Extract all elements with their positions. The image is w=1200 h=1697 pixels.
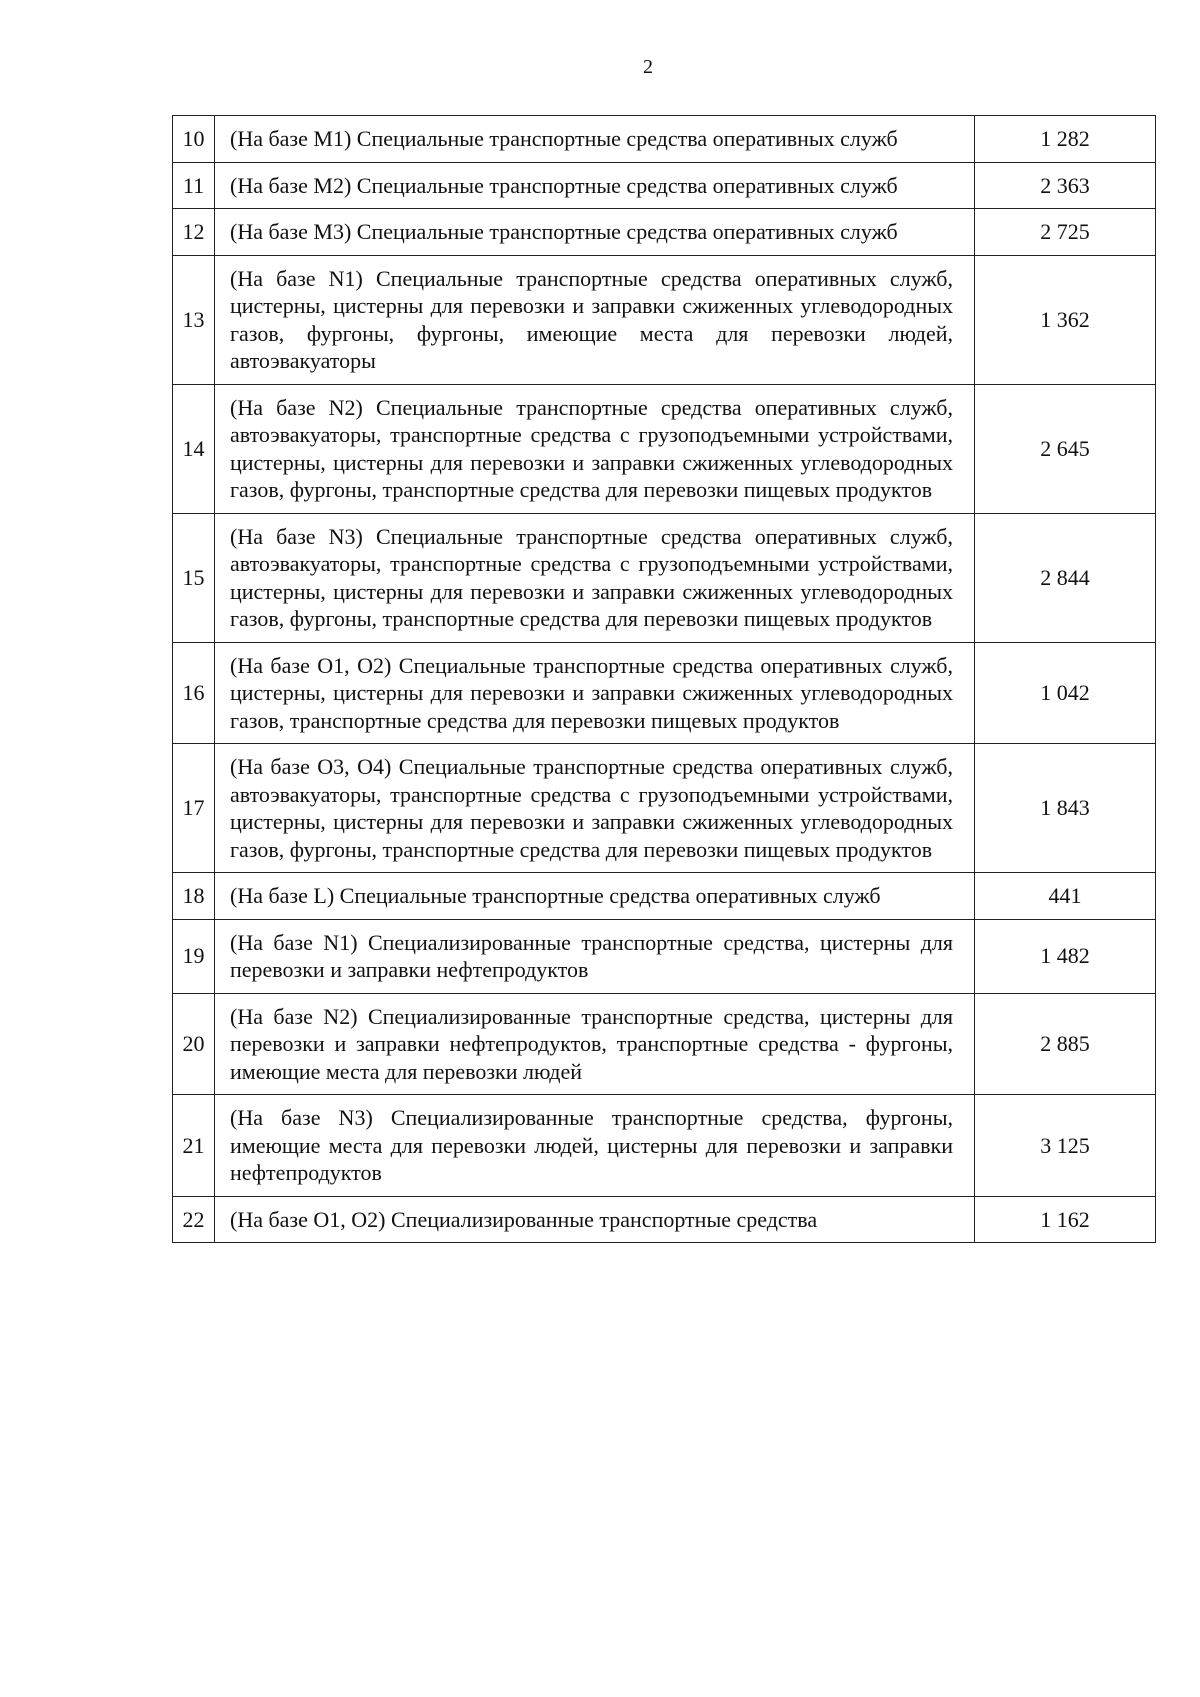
row-description: (На базе O1, O2) Специализированные транспортные средства [215, 1196, 975, 1243]
row-description: (На базе O1, O2) Специальные транспортные средства оперативных служб, цистерны, цистерны для перевозки и заправки сжиженных углеводородных газов, транспортные средства для перевозки пищевых продуктов [215, 642, 975, 744]
row-description: (На базе N2) Специальные транспортные средства оперативных служб, автоэвакуаторы, транспортные средства с грузоподъемными устройствами, цистерны, цистерны для перевозки и заправки сжиженных углеводородных газов, фургоны, транспортные средства для перевозки пищевых продуктов [215, 384, 975, 513]
row-number: 15 [173, 513, 215, 642]
row-number: 12 [173, 209, 215, 256]
row-value: 441 [975, 873, 1156, 920]
table-row [173, 642, 1156, 744]
row-value: 2 725 [975, 209, 1156, 256]
row-number: 14 [173, 384, 215, 513]
table-row [173, 919, 1156, 993]
row-description: (На базе M1) Специальные транспортные средства оперативных служб [215, 116, 975, 163]
row-number: 11 [173, 162, 215, 209]
row-value: 2 885 [975, 993, 1156, 1095]
table-row [173, 744, 1156, 873]
row-value: 2 363 [975, 162, 1156, 209]
row-description: (На базе N3) Специальные транспортные средства оперативных служб, автоэвакуаторы, транспортные средства с грузоподъемными устройствами, цистерны, цистерны для перевозки и заправки сжиженных углеводородных газов, фургоны, транспортные средства для перевозки пищевых продуктов [215, 513, 975, 642]
table-row [173, 1196, 1156, 1243]
table-row [173, 513, 1156, 642]
row-value: 1 162 [975, 1196, 1156, 1243]
row-value: 2 844 [975, 513, 1156, 642]
table-row [173, 209, 1156, 256]
row-description: (На базе L) Специальные транспортные средства оперативных служб [215, 873, 975, 920]
row-value: 1 362 [975, 255, 1156, 384]
table-row [173, 993, 1156, 1095]
tariff-table [172, 115, 1156, 1243]
page-number: 2 [643, 56, 653, 78]
row-value: 3 125 [975, 1095, 1156, 1197]
row-description: (На базе M2) Специальные транспортные средства оперативных служб [215, 162, 975, 209]
row-value: 1 042 [975, 642, 1156, 744]
table-row [173, 116, 1156, 163]
table-row [173, 1095, 1156, 1197]
row-value: 1 282 [975, 116, 1156, 163]
row-number: 21 [173, 1095, 215, 1197]
row-number: 19 [173, 919, 215, 993]
table-body [173, 116, 1156, 1243]
row-description: (На базе N1) Специальные транспортные средства оперативных служб, цистерны, цистерны для перевозки и заправки сжиженных углеводородных газов, фургоны, фургоны, имеющие места для перевозки людей, автоэвакуаторы [215, 255, 975, 384]
table-row [173, 384, 1156, 513]
row-number: 18 [173, 873, 215, 920]
row-number: 16 [173, 642, 215, 744]
table-row [173, 162, 1156, 209]
row-number: 17 [173, 744, 215, 873]
row-value: 2 645 [975, 384, 1156, 513]
table-row [173, 255, 1156, 384]
row-value: 1 482 [975, 919, 1156, 993]
row-value: 1 843 [975, 744, 1156, 873]
row-description: (На базе M3) Специальные транспортные средства оперативных служб [215, 209, 975, 256]
table-row [173, 873, 1156, 920]
row-description: (На базе N1) Специализированные транспортные средства, цистерны для перевозки и заправки нефтепродуктов [215, 919, 975, 993]
row-description: (На базе O3, O4) Специальные транспортные средства оперативных служб, автоэвакуаторы, транспортные средства с грузоподъемными устройствами, цистерны, цистерны для перевозки и заправки сжиженных углеводородных газов, фургоны, транспортные средства для перевозки пищевых продуктов [215, 744, 975, 873]
row-description: (На базе N3) Специализированные транспортные средства, фургоны, имеющие места для перевозки людей, цистерны для перевозки и заправки нефтепродуктов [215, 1095, 975, 1197]
row-number: 20 [173, 993, 215, 1095]
row-number: 10 [173, 116, 215, 163]
row-number: 22 [173, 1196, 215, 1243]
row-number: 13 [173, 255, 215, 384]
row-description: (На базе N2) Специализированные транспортные средства, цистерны для перевозки и заправки нефтепродуктов, транспортные средства - фургоны, имеющие места для перевозки людей [215, 993, 975, 1095]
